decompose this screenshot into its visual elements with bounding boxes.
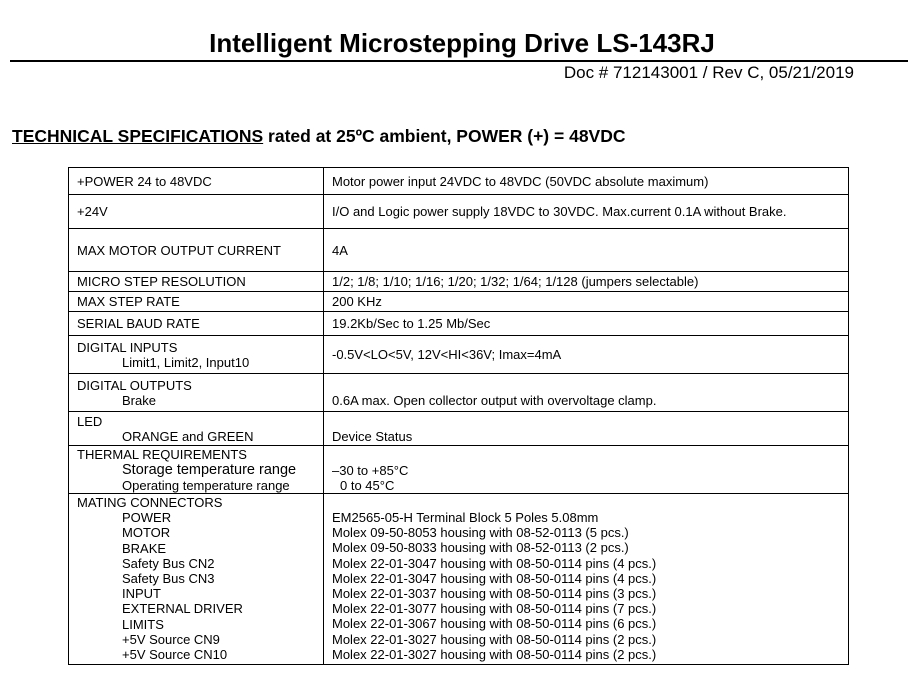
connector-value: EM2565-05-H Terminal Block 5 Poles 5.08mm [332, 510, 599, 525]
spec-value: 19.2Kb/Sec to 1.25 Mb/Sec [324, 312, 849, 336]
connector-name: +5V Source CN9 [122, 631, 220, 647]
connector-value: Molex 22-01-3027 housing with 08-50-0114 pins (2 pcs.) [332, 646, 657, 662]
document-title: Intelligent Microstepping Drive LS-143RJ [209, 28, 715, 58]
spec-value [324, 446, 849, 494]
connector-name: POWER [122, 510, 172, 526]
spec-label-main: LED [77, 413, 103, 429]
connector-value: Molex 22-01-3047 housing with 08-50-0114 pins (4 pcs.) [332, 555, 657, 571]
connector-name: INPUT [122, 586, 161, 602]
spec-label: MICRO STEP RESOLUTION [69, 272, 324, 292]
spec-label: MAX MOTOR OUTPUT CURRENT [69, 229, 324, 272]
connector-name: EXTERNAL DRIVER [122, 601, 243, 617]
spec-label-sub: Limit1, Limit2, Input10 [122, 354, 250, 370]
connector-value: Molex 09-50-8053 housing with 08-52-0113 (5 pcs.) [332, 525, 629, 541]
connector-name: +5V Source CN10 [122, 647, 228, 663]
spec-label-sub: Brake [122, 392, 156, 408]
spec-label-main: THERMAL REQUIREMENTS [77, 447, 247, 462]
spec-label-sub: ORANGE and GREEN [122, 428, 254, 444]
spec-label: +POWER 24 to 48VDC [69, 168, 324, 195]
spec-value: 0.6A max. Open collector output with overvoltage clamp. [324, 374, 849, 412]
spec-label [69, 494, 324, 665]
table-row [69, 494, 849, 665]
connector-name: Safety Bus CN3 [122, 571, 215, 587]
spec-label-sub: Operating temperature range [122, 478, 290, 493]
connector-name: MOTOR [122, 525, 171, 541]
table-row [69, 292, 849, 312]
table-row [69, 168, 849, 195]
section-heading [12, 126, 626, 146]
table-row [69, 195, 849, 229]
spec-value: I/O and Logic power supply 18VDC to 30VDC. Max.current 0.1A without Brake. [324, 195, 849, 229]
section-heading-underlined: TECHNICAL SPECIFICATIONS [12, 126, 264, 146]
title-rule [10, 60, 908, 62]
connector-value: Molex 22-01-3037 housing with 08-50-0114 pins (3 pcs.) [332, 586, 657, 602]
table-row [69, 272, 849, 292]
spec-label: MAX STEP RATE [69, 292, 324, 312]
connector-name: BRAKE [122, 540, 167, 556]
spec-value-line: 0 to 45°C [340, 478, 395, 493]
document-number: Doc # 712143001 / Rev C, 05/21/2019 [563, 63, 854, 82]
spec-label-sub: Storage temperature range [122, 462, 297, 478]
table-row [69, 336, 849, 374]
spec-label [69, 412, 324, 446]
spec-value: -0.5V<LO<5V, 12V<HI<36V; Imax=4mA [324, 336, 849, 374]
spec-label: +24V [69, 195, 324, 229]
spec-label-main: MATING CONNECTORS [77, 495, 223, 510]
spec-label [69, 446, 324, 494]
section-heading-rest: rated at 25ºC ambient, POWER (+) = 48VDC [263, 126, 626, 146]
spec-value-line: –30 to +85°C [332, 463, 409, 478]
spec-value: Device Status [324, 412, 849, 446]
table-row [69, 229, 849, 272]
connector-value: Molex 22-01-3027 housing with 08-50-0114 pins (2 pcs.) [332, 631, 657, 647]
connector-value: Molex 22-01-3077 housing with 08-50-0114 pins (7 pcs.) [332, 601, 657, 617]
table-row [69, 374, 849, 412]
connector-value: Molex 22-01-3067 housing with 08-50-0114 pins (6 pcs.) [332, 616, 657, 632]
connector-name: Safety Bus CN2 [122, 555, 215, 571]
spec-label [69, 374, 324, 412]
spec-label-main: DIGITAL INPUTS [77, 339, 178, 355]
table-row [69, 412, 849, 446]
connector-value: Molex 09-50-8033 housing with 08-52-0113 (2 pcs.) [332, 540, 629, 556]
table-row [69, 312, 849, 336]
spec-label-main: DIGITAL OUTPUTS [77, 377, 192, 393]
table-row [69, 446, 849, 494]
spec-value: 200 KHz [324, 292, 849, 312]
spec-table [68, 167, 849, 665]
spec-label: SERIAL BAUD RATE [69, 312, 324, 336]
spec-value: Motor power input 24VDC to 48VDC (50VDC absolute maximum) [324, 168, 849, 195]
connector-value: Molex 22-01-3047 housing with 08-50-0114 pins (4 pcs.) [332, 570, 657, 586]
spec-label [69, 336, 324, 374]
spec-value [324, 494, 849, 665]
spacer [332, 495, 848, 510]
spec-value: 1/2; 1/8; 1/10; 1/16; 1/20; 1/32; 1/64; 1/128 (jumpers selectable) [324, 272, 849, 292]
connector-name: LIMITS [122, 616, 164, 632]
spec-value: 4A [324, 229, 849, 272]
